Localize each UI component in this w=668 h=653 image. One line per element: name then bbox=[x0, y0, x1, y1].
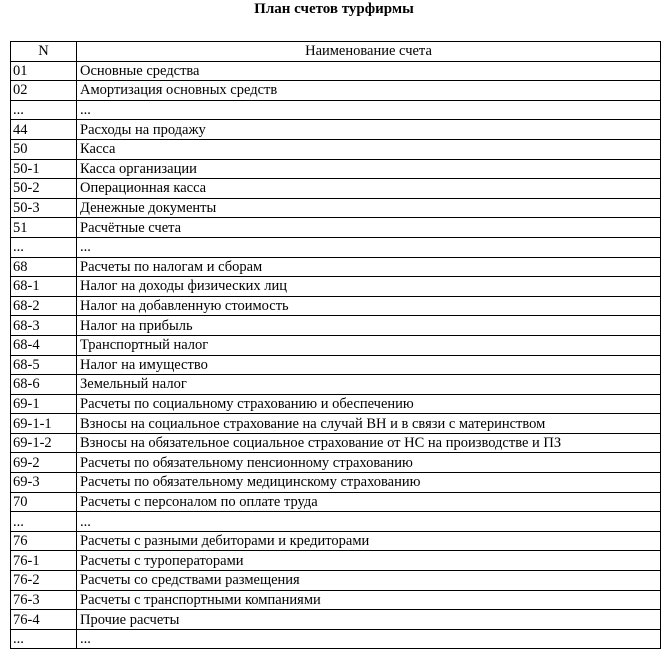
table-row bbox=[11, 159, 661, 179]
account-name-cell: Расходы на продажу bbox=[77, 120, 661, 140]
account-number-cell: 68-3 bbox=[11, 316, 77, 336]
account-number-cell: 68-2 bbox=[11, 296, 77, 316]
table-body bbox=[11, 61, 661, 649]
chart-of-accounts-table bbox=[10, 41, 661, 649]
account-number-cell: 69-2 bbox=[11, 453, 77, 473]
account-name-cell: Прочие расчеты bbox=[77, 610, 661, 630]
account-name-cell: ... bbox=[77, 629, 661, 649]
table-header-row bbox=[11, 42, 661, 62]
account-number-cell: 68-4 bbox=[11, 335, 77, 355]
account-number-cell: 76-2 bbox=[11, 571, 77, 591]
account-name-cell: Расчеты с разными дебиторами и кредиторами bbox=[77, 531, 661, 551]
table-row bbox=[11, 453, 661, 473]
account-number-cell: 69-1-2 bbox=[11, 433, 77, 453]
table-row bbox=[11, 473, 661, 493]
account-number-cell: 76 bbox=[11, 531, 77, 551]
column-header-number: N bbox=[11, 42, 77, 62]
account-name-cell: Операционная касса bbox=[77, 179, 661, 199]
account-number-cell: 70 bbox=[11, 492, 77, 512]
account-number-cell: 76-3 bbox=[11, 590, 77, 610]
account-name-cell: Налог на имущество bbox=[77, 355, 661, 375]
account-name-cell: Налог на прибыль bbox=[77, 316, 661, 336]
account-name-cell: Основные средства bbox=[77, 61, 661, 81]
account-name-cell: ... bbox=[77, 237, 661, 257]
account-number-cell: 76-1 bbox=[11, 551, 77, 571]
account-name-cell: Расчеты с персоналом по оплате труда bbox=[77, 492, 661, 512]
account-name-cell: Взносы на социальное страхование на случай ВН и в связи с материнством bbox=[77, 414, 661, 434]
account-name-cell: Касса организации bbox=[77, 159, 661, 179]
account-name-cell: Земельный налог bbox=[77, 375, 661, 395]
account-number-cell: ... bbox=[11, 629, 77, 649]
account-name-cell: ... bbox=[77, 100, 661, 120]
page-title: План счетов турфирмы bbox=[254, 1, 414, 17]
table-row bbox=[11, 335, 661, 355]
table-row bbox=[11, 316, 661, 336]
account-number-cell: 69-3 bbox=[11, 473, 77, 493]
account-number-cell: 50-2 bbox=[11, 179, 77, 199]
table-row bbox=[11, 551, 661, 571]
table-row bbox=[11, 433, 661, 453]
account-number-cell: 68-1 bbox=[11, 277, 77, 297]
account-name-cell: Касса bbox=[77, 139, 661, 159]
account-number-cell: 50-3 bbox=[11, 198, 77, 218]
account-name-cell: Взносы на обязательное социальное страхование от НС на производстве и ПЗ bbox=[77, 433, 661, 453]
account-number-cell: ... bbox=[11, 237, 77, 257]
account-name-cell: Транспортный налог bbox=[77, 335, 661, 355]
account-name-cell: Расчеты по социальному страхованию и обеспечению bbox=[77, 394, 661, 414]
table-row bbox=[11, 394, 661, 414]
account-number-cell: 02 bbox=[11, 81, 77, 101]
table-row bbox=[11, 198, 661, 218]
table-row bbox=[11, 355, 661, 375]
column-header-name: Наименование счета bbox=[77, 42, 661, 62]
account-name-cell: Амортизация основных средств bbox=[77, 81, 661, 101]
account-name-cell: Денежные документы bbox=[77, 198, 661, 218]
account-number-cell: 69-1 bbox=[11, 394, 77, 414]
table-row bbox=[11, 81, 661, 101]
account-number-cell: 68-5 bbox=[11, 355, 77, 375]
account-name-cell: Расчеты по налогам и сборам bbox=[77, 257, 661, 277]
table-row bbox=[11, 512, 661, 532]
table-row bbox=[11, 571, 661, 591]
table-row bbox=[11, 414, 661, 434]
table-row bbox=[11, 590, 661, 610]
account-name-cell: Расчеты по обязательному медицинскому страхованию bbox=[77, 473, 661, 493]
account-name-cell: ... bbox=[77, 512, 661, 532]
table-row bbox=[11, 610, 661, 630]
table-row bbox=[11, 296, 661, 316]
account-name-cell: Налог на добавленную стоимость bbox=[77, 296, 661, 316]
account-number-cell: 68 bbox=[11, 257, 77, 277]
account-number-cell: 01 bbox=[11, 61, 77, 81]
account-number-cell: 44 bbox=[11, 120, 77, 140]
table-row bbox=[11, 139, 661, 159]
table-row bbox=[11, 100, 661, 120]
account-number-cell: 69-1-1 bbox=[11, 414, 77, 434]
account-number-cell: ... bbox=[11, 512, 77, 532]
account-number-cell: 50-1 bbox=[11, 159, 77, 179]
account-name-cell: Налог на доходы физических лиц bbox=[77, 277, 661, 297]
table-row bbox=[11, 277, 661, 297]
account-name-cell: Расчеты со средствами размещения bbox=[77, 571, 661, 591]
account-name-cell: Расчеты с туроператорами bbox=[77, 551, 661, 571]
account-number-cell: ... bbox=[11, 100, 77, 120]
table-row bbox=[11, 629, 661, 649]
account-number-cell: 50 bbox=[11, 139, 77, 159]
table-row bbox=[11, 218, 661, 238]
table-row bbox=[11, 375, 661, 395]
account-name-cell: Расчеты с транспортными компаниями bbox=[77, 590, 661, 610]
table-row bbox=[11, 237, 661, 257]
table-header bbox=[11, 42, 661, 62]
account-number-cell: 51 bbox=[11, 218, 77, 238]
table-row bbox=[11, 492, 661, 512]
account-number-cell: 68-6 bbox=[11, 375, 77, 395]
table-row bbox=[11, 257, 661, 277]
table-row bbox=[11, 61, 661, 81]
table-row bbox=[11, 120, 661, 140]
table-row bbox=[11, 531, 661, 551]
account-name-cell: Расчётные счета bbox=[77, 218, 661, 238]
account-name-cell: Расчеты по обязательному пенсионному страхованию bbox=[77, 453, 661, 473]
table-row bbox=[11, 179, 661, 199]
account-number-cell: 76-4 bbox=[11, 610, 77, 630]
